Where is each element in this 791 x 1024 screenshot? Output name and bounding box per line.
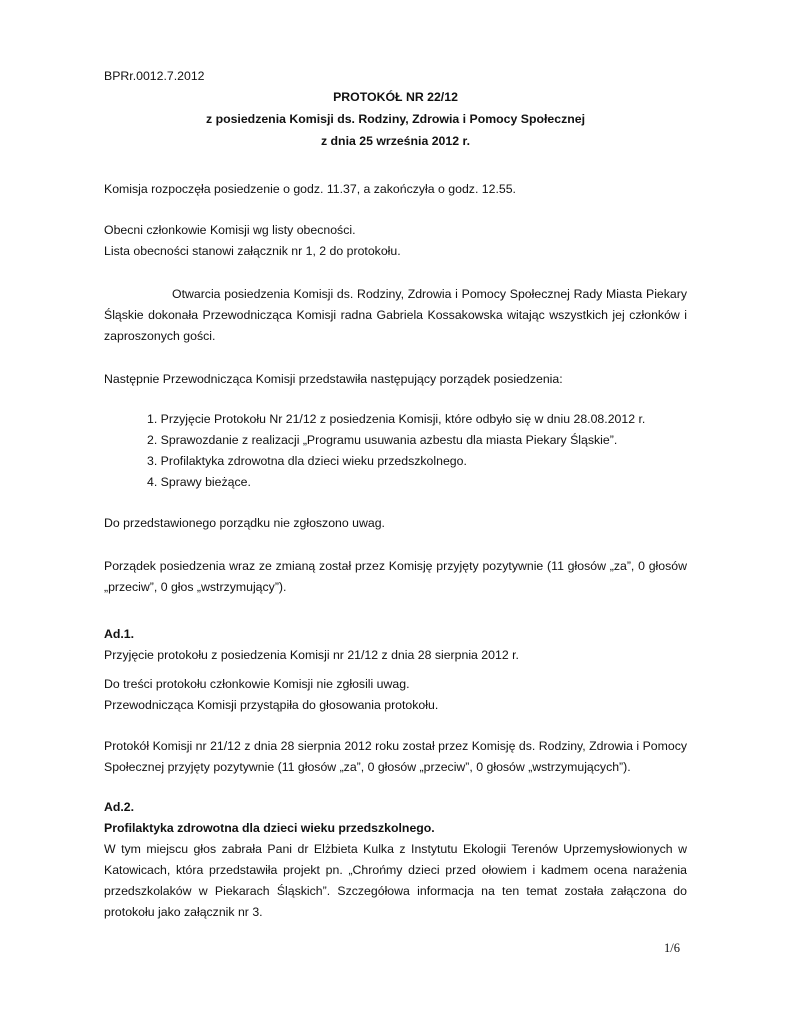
session-time: Komisja rozpoczęła posiedzenie o godz. 11.37, a zakończyła o godz. 12.55. bbox=[104, 182, 516, 196]
agenda-vote-result: Porządek posiedzenia wraz ze zmianą został przez Komisję przyjęty pozytywnie (11 głosów „za”, 0 głosów „przeciw”, 0 głos „wstrzymujący”). bbox=[104, 559, 687, 594]
ad1-heading: Ad.1. bbox=[104, 627, 135, 641]
agenda-item: 4. Sprawy bieżące. bbox=[147, 475, 251, 489]
agenda-item: 1. Przyjęcie Protokołu Nr 21/12 z posiedzenia Komisji, które odbyło się w dniu 28.08.2012 r. bbox=[147, 412, 646, 426]
opening-paragraph: Otwarcia posiedzenia Komisji ds. Rodziny, Zdrowia i Pomocy Społecznej Rady Miasta Piekary Śląskie dokonała Przewodnicząca Komisji radna Gabriela Kossakowska witając wszystkich jej członków i zaproszonych gości. bbox=[104, 287, 687, 343]
present-members: Obecni członkowie Komisji wg listy obecności. bbox=[104, 223, 356, 237]
ad2-subject: Profilaktyka zdrowotna dla dzieci wieku przedszkolnego. bbox=[104, 821, 435, 835]
document-title: PROTOKÓŁ NR 22/12 bbox=[333, 90, 458, 104]
ad2-paragraph: W tym miejscu głos zabrała Pani dr Elżbieta Kulka z Instytutu Ekologii Terenów Uprzemysłowionych w Katowicach, która przedstawiła projekt pn. „Chrońmy dzieci przed ołowiem i kadmem ocena narażenia przedszkolaków w Piekarach Śląskich”. Szczegółowa informacja na ten temat została załączona do protokołu jako załącznik nr 3. bbox=[104, 842, 687, 919]
agenda-no-remarks: Do przedstawionego porządku nie zgłoszono uwag. bbox=[104, 516, 385, 530]
document-date: z dnia 25 września 2012 r. bbox=[320, 134, 470, 148]
attendance-list-note: Lista obecności stanowi załącznik nr 1, 2 do protokołu. bbox=[104, 244, 401, 258]
ad1-vote-start: Przewodnicząca Komisji przystąpiła do głosowania protokołu. bbox=[104, 698, 439, 712]
ad2-heading: Ad.2. bbox=[104, 800, 135, 814]
page-number: 1/6 bbox=[664, 941, 680, 955]
ad1-subject: Przyjęcie protokołu z posiedzenia Komisji nr 21/12 z dnia 28 sierpnia 2012 r. bbox=[104, 648, 519, 662]
agenda-item: 3. Profilaktyka zdrowotna dla dzieci wieku przedszkolnego. bbox=[147, 454, 467, 468]
ad1-no-remarks: Do treści protokołu członkowie Komisji nie zgłosili uwag. bbox=[104, 677, 410, 691]
reference-number: BPRr.0012.7.2012 bbox=[104, 69, 205, 83]
document-subtitle: z posiedzenia Komisji ds. Rodziny, Zdrowia i Pomocy Społecznej bbox=[206, 112, 585, 126]
agenda-item: 2. Sprawozdanie z realizacji „Programu usuwania azbestu dla miasta Piekary Śląskie”. bbox=[147, 433, 618, 447]
ad1-vote-result: Protokół Komisji nr 21/12 z dnia 28 sierpnia 2012 roku został przez Komisję ds. Rodziny, Zdrowia i Pomocy Społecznej przyjęty pozytywnie (11 głosów „za”, 0 głosów „przeciw”, 0 głosów „wstrzymujących”). bbox=[104, 739, 687, 774]
agenda-intro: Następnie Przewodnicząca Komisji przedstawiła następujący porządek posiedzenia: bbox=[104, 372, 563, 386]
